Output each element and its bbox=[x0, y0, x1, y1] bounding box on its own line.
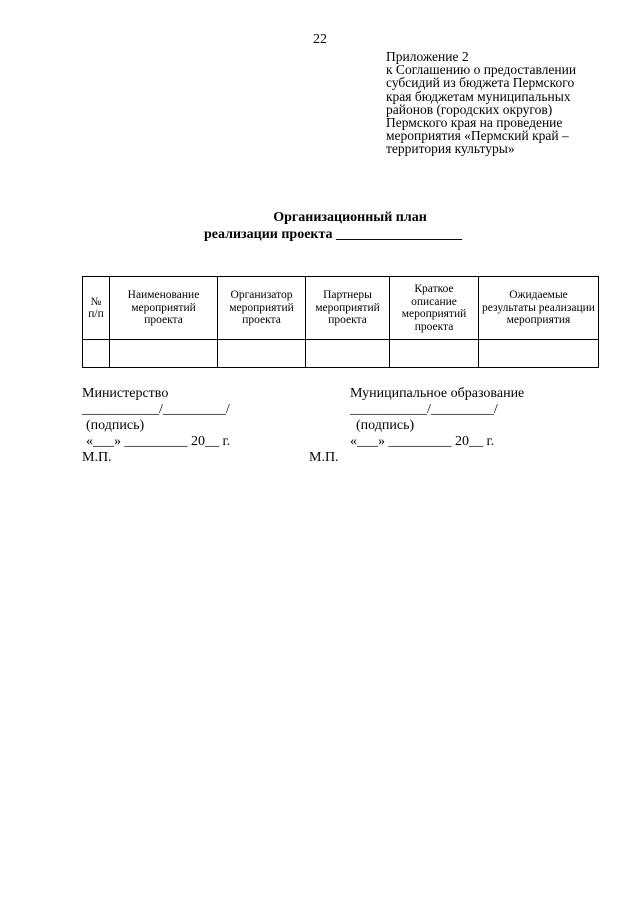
table-header-row bbox=[83, 277, 599, 340]
page-number: 22 bbox=[313, 32, 327, 47]
table-cell[interactable] bbox=[306, 340, 390, 368]
column-header: Краткое описание мероприятий проекта bbox=[390, 277, 479, 340]
table-cell[interactable] bbox=[479, 340, 599, 368]
plan-table bbox=[82, 276, 599, 368]
municipality-label: Муниципальное образование bbox=[350, 386, 525, 401]
column-header: Партнеры мероприятий проекта bbox=[306, 277, 390, 340]
column-header: Организатор мероприятий проекта bbox=[218, 277, 306, 340]
municipality-signature-block bbox=[350, 386, 524, 450]
table-cell[interactable] bbox=[218, 340, 306, 368]
title-line-2: реализации проекта __________________ bbox=[204, 227, 463, 242]
column-header: № п/п bbox=[83, 277, 110, 340]
municipality-stamp-label: М.П. bbox=[309, 450, 339, 465]
municipality-date-line[interactable]: «___» _________ 20__ г. bbox=[350, 434, 495, 449]
appendix-line: края бюджетам муниципальных bbox=[386, 88, 571, 104]
column-header: Ожидаемые результаты реализации мероприятия bbox=[479, 277, 599, 340]
table-cell[interactable] bbox=[390, 340, 479, 368]
appendix-line: Приложение 2 bbox=[386, 49, 469, 64]
table-cell[interactable] bbox=[110, 340, 218, 368]
municipality-sign-caption: (подпись) bbox=[356, 418, 415, 433]
column-header: Наименование мероприятий проекта bbox=[110, 277, 218, 340]
title-line-1: Организационный план bbox=[273, 210, 427, 225]
appendix-line: мероприятия «Пермский край – bbox=[386, 128, 569, 144]
municipality-sign-line[interactable]: ___________/_________/ bbox=[350, 402, 498, 417]
appendix-line: Пермского края на проведение bbox=[386, 115, 563, 131]
document-title bbox=[0, 209, 640, 242]
appendix-line: районов (городских округов) bbox=[386, 101, 553, 117]
ministry-label: Министерство bbox=[82, 386, 169, 401]
table-cell[interactable] bbox=[83, 340, 110, 368]
ministry-stamp-label: М.П. bbox=[82, 450, 112, 465]
appendix-header bbox=[386, 50, 616, 156]
appendix-line: к Соглашению о предоставлении bbox=[386, 62, 577, 78]
appendix-line: территория культуры» bbox=[386, 141, 515, 157]
ministry-date-line[interactable]: «___» _________ 20__ г. bbox=[86, 434, 231, 449]
table-row bbox=[83, 340, 599, 368]
appendix-line: субсидий из бюджета Пермского bbox=[386, 75, 575, 91]
ministry-sign-line[interactable]: ___________/_________/ bbox=[82, 402, 230, 417]
ministry-sign-caption: (подпись) bbox=[86, 418, 145, 433]
ministry-signature-block bbox=[82, 386, 230, 466]
